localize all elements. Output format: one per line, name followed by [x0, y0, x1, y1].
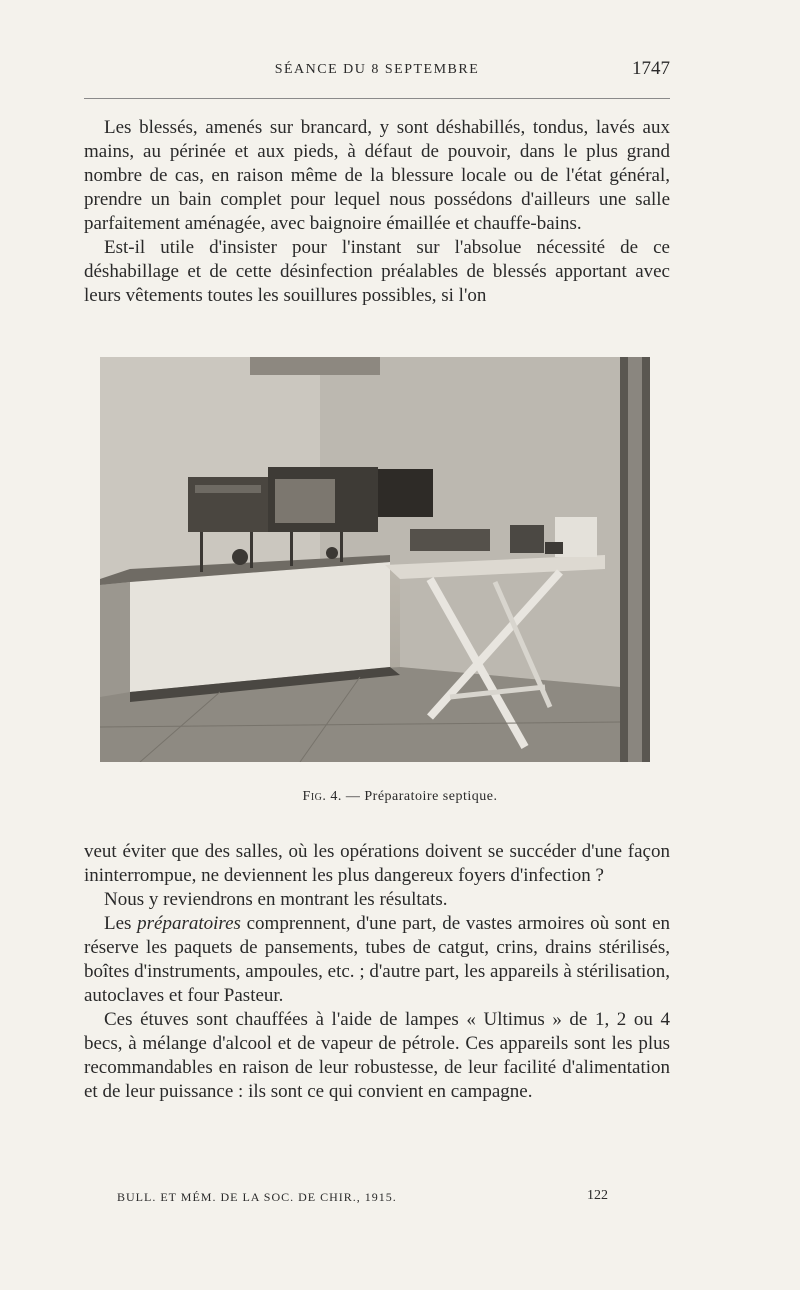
footer-signature: 122: [587, 1188, 608, 1203]
paragraph-lead: Les: [104, 913, 132, 934]
paragraph: Les blessés, amenés sur brancard, y sont déshabillés, tondus, lavés aux mains, au périnée et aux pieds, à défaut de pouvoir, dans le plus grand nombre de cas, en raison même de la blessure locale ou de l'état général, prendre un bain complet pour lequel nous possédons d'ailleurs une salle parfaitement aménagée, avec baignoire émaillée et chauffe-bains.: [84, 117, 670, 234]
paragraph: [84, 912, 670, 1008]
figure-caption: [0, 789, 800, 805]
page-header: [84, 58, 670, 88]
emphasized-term: préparatoires: [137, 913, 241, 934]
figure-photograph: [100, 357, 650, 762]
body-text-top: [84, 116, 670, 308]
photo-preparatory-room: [100, 357, 650, 762]
figure-label: Fig. 4.: [302, 789, 342, 804]
paragraph-rest: comprennent, d'une part, de vastes armoires où sont en réserve les paquets de pansements, tubes de catgut, crins, drains stérilisés, boîtes d'instruments, ampoules, etc. ; d'autre part, les appareils à stérilisation, autoclaves et four Pasteur.: [84, 913, 671, 1006]
footer-journal: BULL. ET MÉM. DE LA SOC. DE CHIR., 1915.: [117, 1190, 397, 1204]
paragraph: veut éviter que des salles, où les opérations doivent se succéder d'une façon ininterrompue, ne deviennent les plus dangereux foyers d'infection ?: [84, 841, 670, 886]
page-number: 1747: [632, 58, 670, 79]
body-text-bottom: [84, 840, 670, 1104]
running-title: SÉANCE DU 8 SEPTEMBRE: [274, 62, 480, 77]
paragraph: Est-il utile d'insister pour l'instant sur l'absolue nécessité de ce déshabillage et de cette désinfection préalables de blessés apportant avec leurs vêtements toutes les souillures possibles, si l'on: [84, 237, 670, 306]
header-rule: [84, 98, 670, 99]
figure-caption-text: — Préparatoire septique.: [345, 789, 498, 804]
paragraph: Nous y reviendrons en montrant les résultats.: [104, 889, 448, 910]
paragraph: Ces étuves sont chauffées à l'aide de lampes « Ultimus » de 1, 2 ou 4 becs, à mélange d'alcool et de vapeur de pétrole. Ces appareils sont les plus recommandables en raison de leur robustesse, de leur facilité d'alimentation et de leur puissance : ils sont ce qui convient en campagne.: [84, 1009, 670, 1102]
